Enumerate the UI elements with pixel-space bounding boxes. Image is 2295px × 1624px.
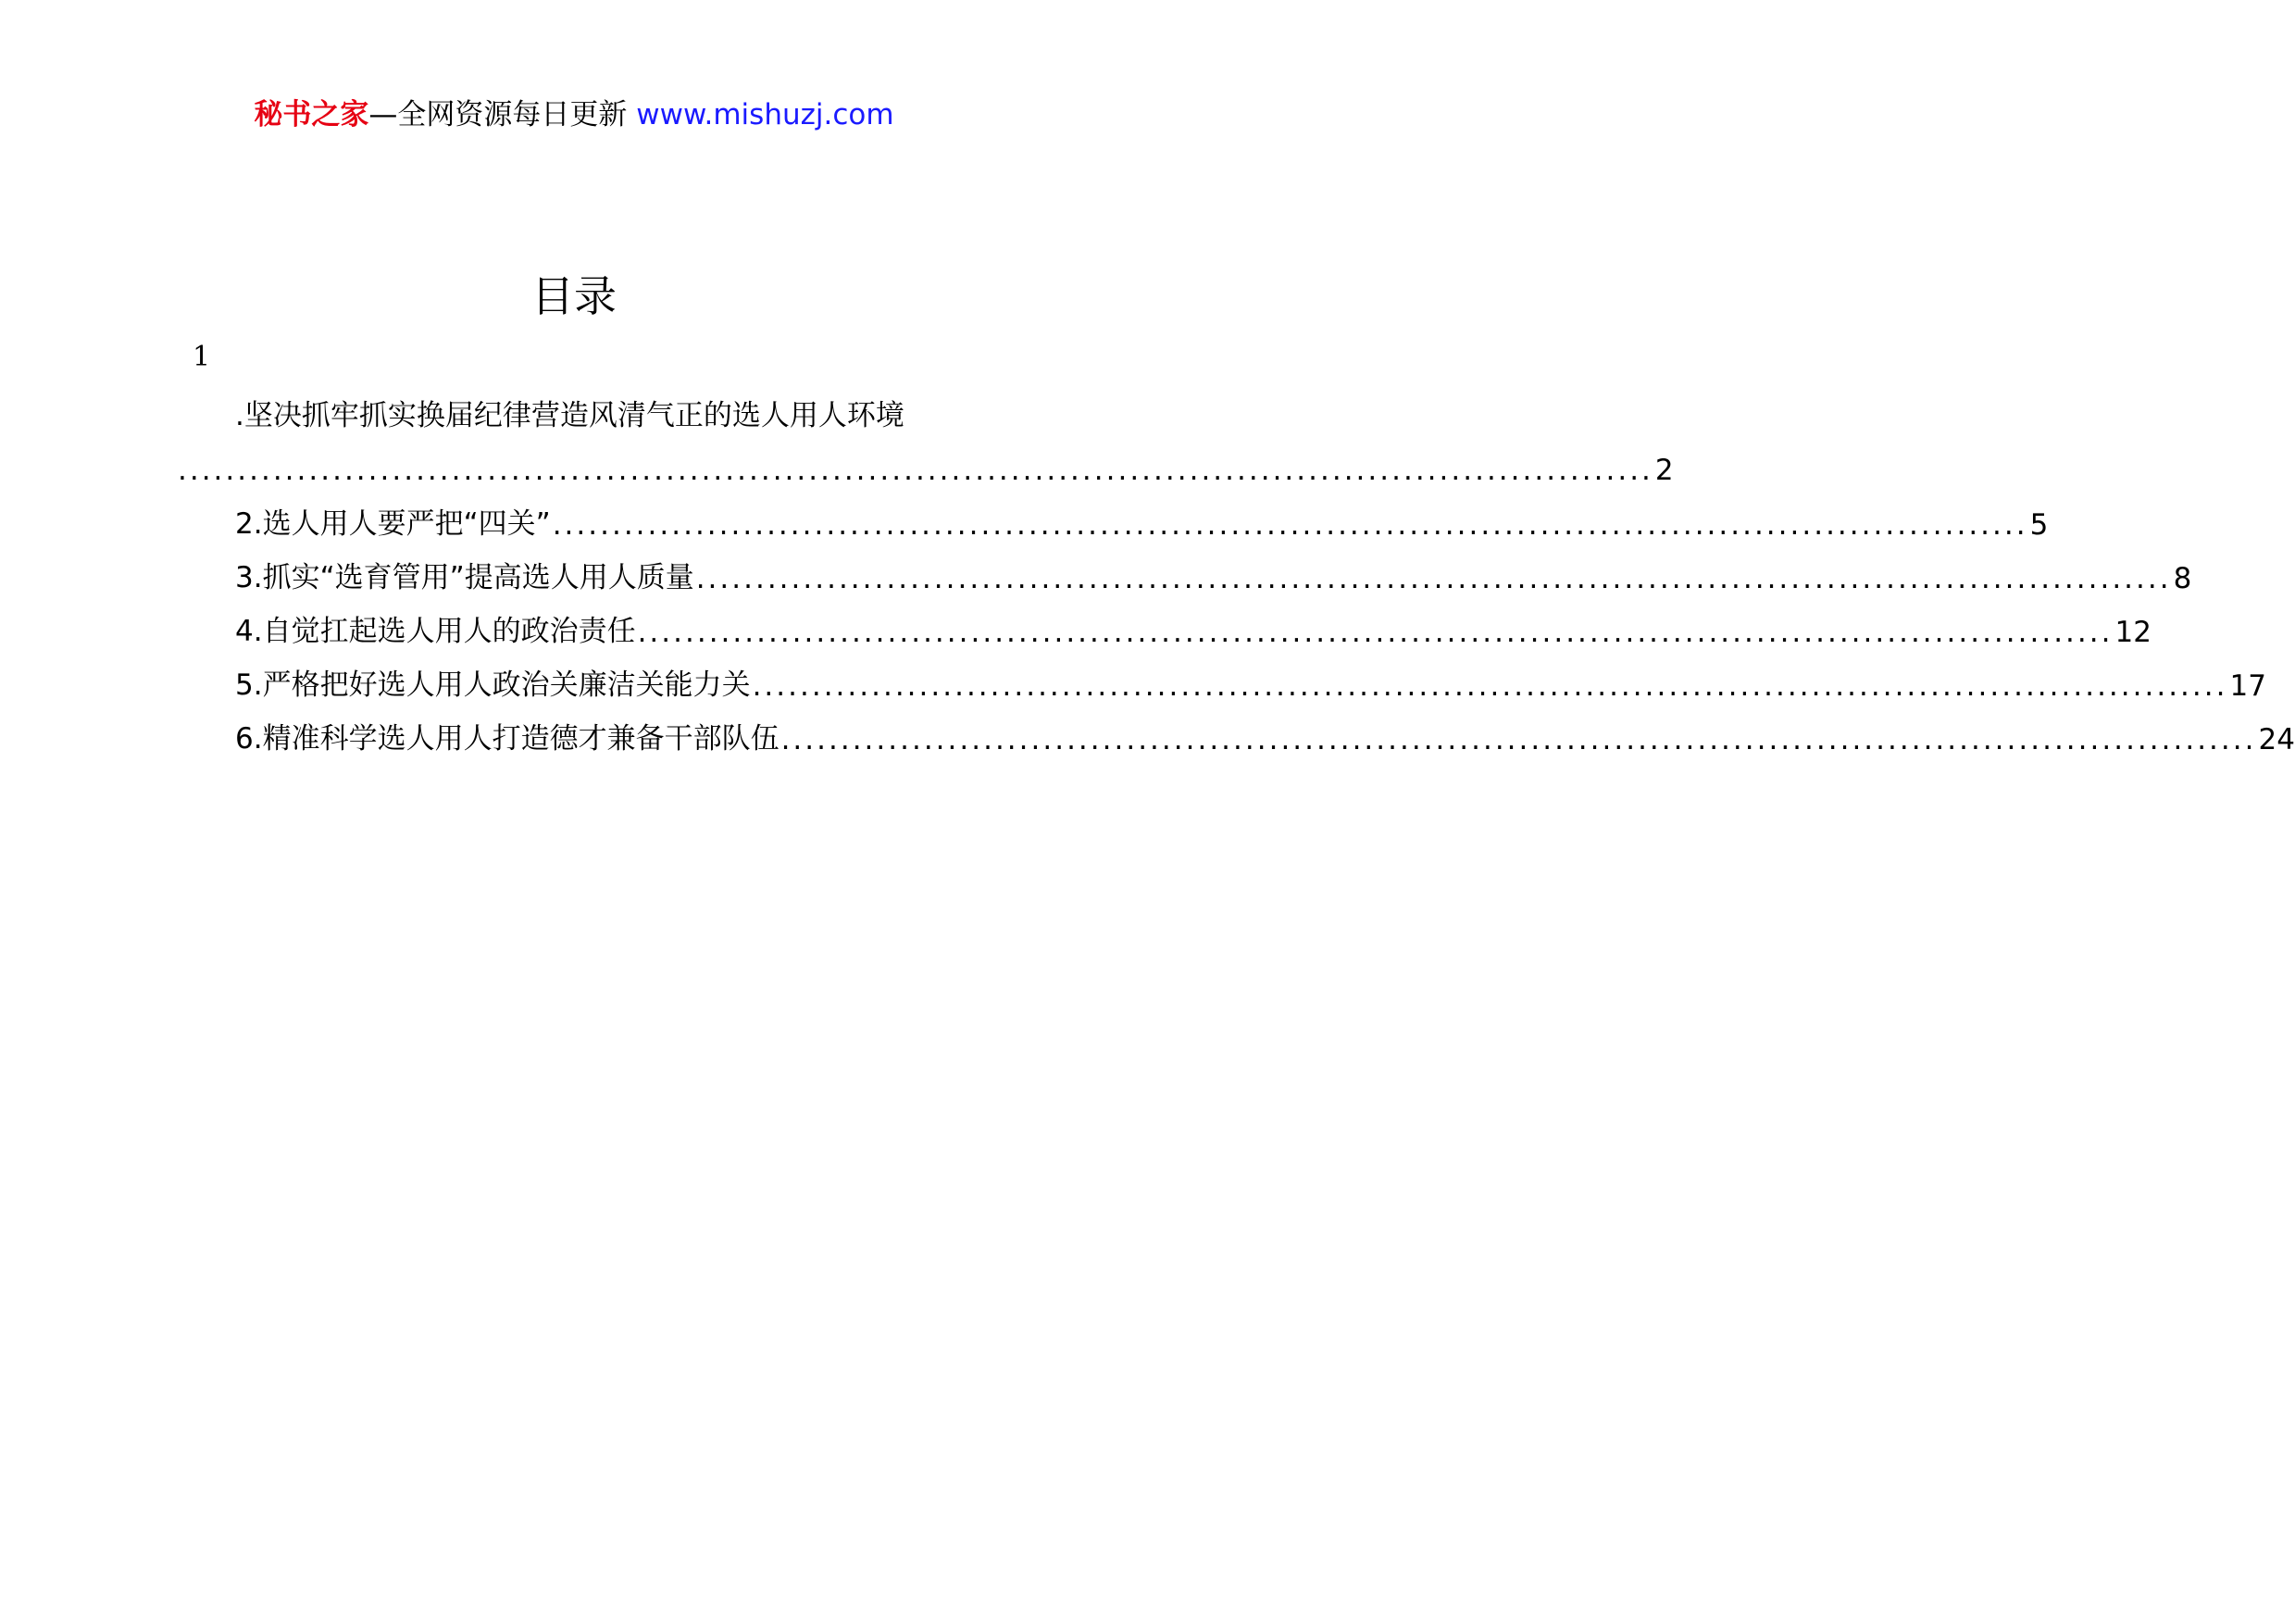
toc-entry-label: 2.选人用人要严把“四关” bbox=[235, 507, 551, 541]
toc-entry-5[interactable] bbox=[176, 658, 2266, 703]
toc-leader-dots: ............................................................................................................................ bbox=[178, 454, 1653, 487]
toc-entry-page: 17 bbox=[2229, 669, 2266, 703]
toc-entry-4[interactable] bbox=[176, 605, 2152, 649]
toc-entry-label: .坚决抓牢抓实换届纪律营造风清气正的选人用人环境 bbox=[235, 399, 904, 432]
toc-entry-label: 4.自觉扛起选人用人的政治责任 bbox=[235, 615, 636, 648]
toc-entry-1-title-line[interactable] bbox=[176, 389, 1031, 433]
toc-entry-page: 8 bbox=[2173, 562, 2192, 595]
toc-leader-dots: ............................................................................................................................ bbox=[695, 562, 2172, 595]
toc-entry-1-page-line[interactable] bbox=[176, 443, 1674, 487]
toc-entry-page: 5 bbox=[2029, 508, 2049, 542]
page-title: 目录 bbox=[531, 271, 617, 321]
toc-entry-3[interactable] bbox=[176, 551, 2192, 595]
toc-leader-dots: ............................................................................................................................ bbox=[552, 508, 2028, 542]
site-header bbox=[0, 94, 1148, 135]
toc-leader-dots: ............................................................................................................................ bbox=[780, 723, 2257, 756]
toc-entry-2[interactable] bbox=[176, 497, 2049, 542]
toc-entry-page: 24 bbox=[2258, 723, 2295, 756]
toc-entry-label: 6.精准科学选人用人打造德才兼备干部队伍 bbox=[235, 722, 780, 756]
toc-entry-page: 12 bbox=[2114, 616, 2152, 649]
toc-leader-dots: ............................................................................................................................ bbox=[752, 669, 2228, 703]
toc-entry-6[interactable] bbox=[176, 712, 2295, 756]
header-slogan: —全网资源每日更新 bbox=[368, 98, 628, 131]
toc-lead-number: 1 bbox=[193, 341, 211, 373]
toc-entry-label: 5.严格把好选人用人政治关廉洁关能力关 bbox=[235, 668, 751, 702]
toc-leader-dots: ............................................................................................................................ bbox=[637, 616, 2114, 649]
toc-entry-page: 2 bbox=[1654, 454, 1674, 487]
brand-name: 秘书之家 bbox=[254, 98, 369, 131]
site-url-link[interactable]: www.mishuzj.com bbox=[636, 98, 894, 131]
toc-entry-label: 3.抓实“选育管用”提高选人用人质量 bbox=[235, 561, 694, 594]
